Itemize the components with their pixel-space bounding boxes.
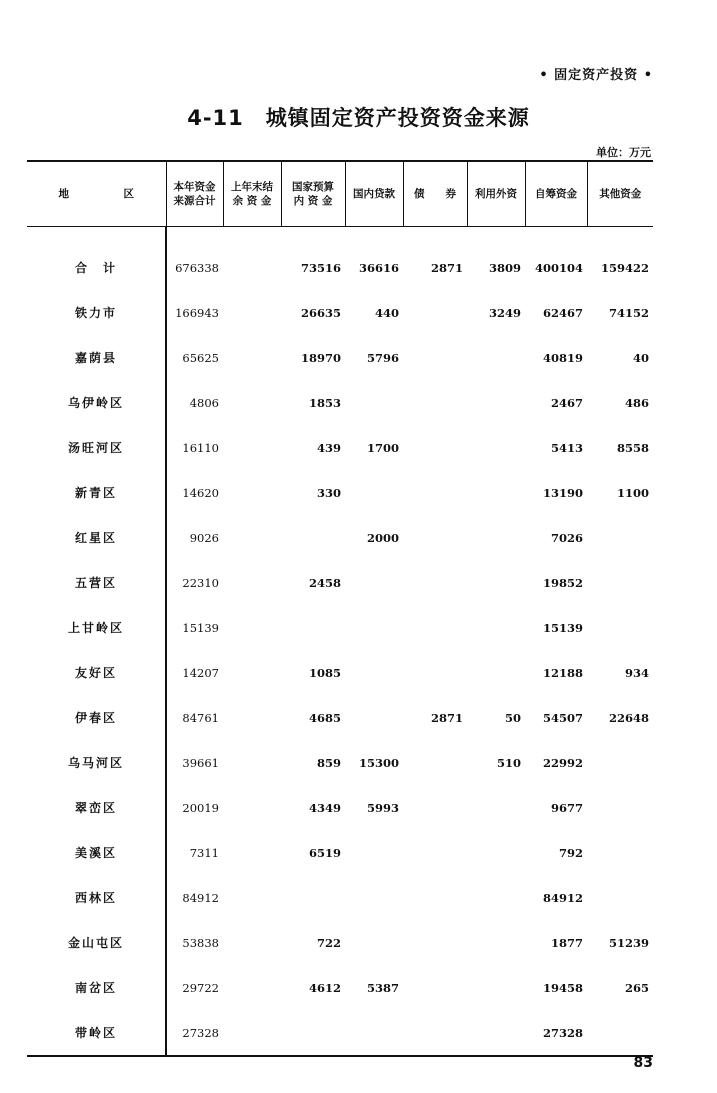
cell-domestic-loans: 15300 — [358, 755, 399, 770]
table-row — [27, 830, 653, 875]
cell-bonds — [403, 965, 467, 1010]
cell-total: 15139 — [182, 620, 219, 635]
cell-carryover — [223, 290, 281, 335]
region-name: 合 计 — [27, 227, 166, 291]
region-name: 翠峦区 — [27, 785, 166, 830]
cell-domestic-loans — [345, 875, 403, 920]
table-row — [27, 920, 653, 965]
region-name: 金山屯区 — [27, 920, 166, 965]
cell-carryover — [223, 227, 281, 291]
column-header-other: 其他资金 — [587, 161, 653, 227]
region-name: 乌伊岭区 — [27, 380, 166, 425]
table-row — [27, 650, 653, 695]
cell-carryover — [223, 560, 281, 605]
cell-self-raised: 792 — [558, 845, 583, 860]
cell-carryover — [223, 740, 281, 785]
column-header-bonds: 债 券 — [403, 161, 467, 227]
cell-self-raised: 54507 — [542, 710, 583, 725]
region-name: 友好区 — [27, 650, 166, 695]
cell-foreign — [467, 470, 525, 515]
cell-foreign — [467, 425, 525, 470]
cell-bonds — [403, 785, 467, 830]
region-name: 汤旺河区 — [27, 425, 166, 470]
column-header-foreign: 利用外资 — [467, 161, 525, 227]
table-row — [27, 695, 653, 740]
cell-bonds — [403, 650, 467, 695]
cell-foreign — [467, 830, 525, 875]
cell-other: 159422 — [600, 260, 649, 275]
cell-state-budget: 4612 — [308, 980, 341, 995]
cell-bonds — [403, 515, 467, 560]
table-row — [27, 290, 653, 335]
cell-carryover — [223, 965, 281, 1010]
cell-foreign: 510 — [496, 755, 521, 770]
region-name: 新青区 — [27, 470, 166, 515]
table-number: 4-11 — [187, 106, 244, 130]
cell-foreign — [467, 965, 525, 1010]
cell-self-raised: 2467 — [550, 395, 583, 410]
cell-foreign — [467, 785, 525, 830]
page-number: 83 — [633, 1055, 653, 1071]
cell-other — [587, 875, 653, 920]
cell-state-budget: 18970 — [300, 350, 341, 365]
cell-carryover — [223, 875, 281, 920]
region-name: 上甘岭区 — [27, 605, 166, 650]
cell-total: 676338 — [175, 260, 219, 275]
cell-carryover — [223, 425, 281, 470]
cell-total: 65625 — [182, 350, 219, 365]
cell-total: 9026 — [189, 530, 219, 545]
cell-state-budget: 4685 — [308, 710, 341, 725]
cell-bonds — [403, 1010, 467, 1056]
cell-state-budget: 4349 — [308, 800, 341, 815]
cell-carryover — [223, 380, 281, 425]
cell-domestic-loans: 5993 — [366, 800, 399, 815]
cell-other — [587, 560, 653, 605]
cell-self-raised: 15139 — [542, 620, 583, 635]
cell-other: 486 — [624, 395, 649, 410]
cell-self-raised: 9677 — [550, 800, 583, 815]
table-row — [27, 740, 653, 785]
table-row — [27, 1010, 653, 1056]
table-row — [27, 470, 653, 515]
cell-self-raised: 40819 — [542, 350, 583, 365]
cell-bonds — [403, 425, 467, 470]
region-name: 美溪区 — [27, 830, 166, 875]
cell-state-budget: 1853 — [308, 395, 341, 410]
cell-domestic-loans — [345, 605, 403, 650]
column-header-domestic-loans: 国内贷款 — [345, 161, 403, 227]
cell-carryover — [223, 695, 281, 740]
cell-total: 20019 — [182, 800, 219, 815]
region-name: 南岔区 — [27, 965, 166, 1010]
cell-domestic-loans — [345, 920, 403, 965]
cell-total: 84761 — [182, 710, 219, 725]
cell-bonds: 2871 — [430, 260, 463, 275]
cell-bonds — [403, 290, 467, 335]
cell-domestic-loans — [345, 560, 403, 605]
cell-other — [587, 515, 653, 560]
cell-other — [587, 830, 653, 875]
cell-bonds — [403, 470, 467, 515]
cell-domestic-loans: 2000 — [366, 530, 399, 545]
column-header-self-raised: 自筹资金 — [525, 161, 587, 227]
cell-total: 14620 — [182, 485, 219, 500]
cell-total: 14207 — [182, 665, 219, 680]
cell-other: 74152 — [608, 305, 649, 320]
cell-bonds — [403, 560, 467, 605]
region-name: 乌马河区 — [27, 740, 166, 785]
cell-state-budget — [281, 1010, 345, 1056]
cell-bonds — [403, 875, 467, 920]
cell-state-budget: 439 — [316, 440, 341, 455]
cell-self-raised: 5413 — [550, 440, 583, 455]
cell-foreign: 3809 — [488, 260, 521, 275]
cell-total: 16110 — [182, 440, 219, 455]
table-row — [27, 515, 653, 560]
cell-bonds: 2871 — [430, 710, 463, 725]
cell-other: 40 — [632, 350, 649, 365]
table-row — [27, 785, 653, 830]
table-row — [27, 875, 653, 920]
cell-total: 39661 — [182, 755, 219, 770]
cell-state-budget — [281, 605, 345, 650]
cell-total: 4806 — [189, 395, 219, 410]
cell-domestic-loans: 36616 — [358, 260, 399, 275]
region-name: 伊春区 — [27, 695, 166, 740]
cell-foreign — [467, 380, 525, 425]
cell-domestic-loans — [345, 380, 403, 425]
cell-state-budget: 2458 — [308, 575, 341, 590]
region-name: 铁力市 — [27, 290, 166, 335]
table-title — [0, 102, 717, 132]
cell-foreign — [467, 1010, 525, 1056]
cell-carryover — [223, 920, 281, 965]
running-header: • 固定资产投资 • — [539, 68, 653, 83]
cell-carryover — [223, 470, 281, 515]
cell-self-raised: 19852 — [542, 575, 583, 590]
cell-domestic-loans: 5796 — [366, 350, 399, 365]
cell-other: 8558 — [616, 440, 649, 455]
cell-state-budget: 1085 — [308, 665, 341, 680]
cell-bonds — [403, 740, 467, 785]
cell-domestic-loans — [345, 650, 403, 695]
cell-foreign: 50 — [504, 710, 521, 725]
cell-state-budget — [281, 875, 345, 920]
cell-other: 51239 — [608, 935, 649, 950]
cell-carryover — [223, 830, 281, 875]
cell-carryover — [223, 605, 281, 650]
cell-foreign — [467, 560, 525, 605]
cell-bonds — [403, 335, 467, 380]
column-header-total: 本年资金 来源合计 — [166, 161, 223, 227]
cell-domestic-loans: 5387 — [366, 980, 399, 995]
cell-total: 166943 — [175, 305, 219, 320]
cell-domestic-loans — [345, 1010, 403, 1056]
region-name: 红星区 — [27, 515, 166, 560]
cell-total: 84912 — [182, 890, 219, 905]
cell-foreign — [467, 920, 525, 965]
cell-carryover — [223, 515, 281, 560]
cell-self-raised: 22992 — [542, 755, 583, 770]
cell-total: 53838 — [182, 935, 219, 950]
funding-sources-table — [27, 160, 653, 1057]
cell-foreign — [467, 650, 525, 695]
cell-domestic-loans: 1700 — [366, 440, 399, 455]
cell-domestic-loans — [345, 695, 403, 740]
cell-other — [587, 605, 653, 650]
cell-self-raised: 13190 — [542, 485, 583, 500]
cell-foreign: 3249 — [488, 305, 521, 320]
cell-state-budget: 330 — [316, 485, 341, 500]
cell-domestic-loans — [345, 830, 403, 875]
cell-state-budget: 6519 — [308, 845, 341, 860]
cell-self-raised: 400104 — [534, 260, 583, 275]
cell-total: 29722 — [182, 980, 219, 995]
cell-self-raised: 27328 — [525, 1010, 587, 1056]
cell-other — [587, 1010, 653, 1056]
cell-foreign — [467, 875, 525, 920]
table-row — [27, 227, 653, 291]
column-header-carryover: 上年末结 余 资 金 — [223, 161, 281, 227]
cell-state-budget — [281, 515, 345, 560]
region-name: 西林区 — [27, 875, 166, 920]
cell-carryover — [223, 785, 281, 830]
unit-label: 单位：万元 — [596, 146, 651, 159]
cell-other: 22648 — [608, 710, 649, 725]
table-title-text: 城镇固定资产投资资金来源 — [265, 106, 530, 130]
column-header-region: 地 区 — [27, 161, 166, 227]
cell-bonds — [403, 380, 467, 425]
cell-self-raised: 7026 — [550, 530, 583, 545]
cell-bonds — [403, 830, 467, 875]
table-row — [27, 425, 653, 470]
table-header-row — [27, 161, 653, 227]
region-name: 嘉荫县 — [27, 335, 166, 380]
region-name: 五营区 — [27, 560, 166, 605]
region-name: 带岭区 — [27, 1010, 166, 1056]
table-row — [27, 560, 653, 605]
column-header-state-budget: 国家预算 内 资 金 — [281, 161, 345, 227]
cell-state-budget: 73516 — [300, 260, 341, 275]
cell-other — [587, 785, 653, 830]
table-row — [27, 335, 653, 380]
cell-state-budget: 26635 — [300, 305, 341, 320]
cell-self-raised: 12188 — [542, 665, 583, 680]
cell-foreign — [467, 335, 525, 380]
cell-self-raised: 84912 — [542, 890, 583, 905]
cell-other: 934 — [624, 665, 649, 680]
cell-other: 265 — [624, 980, 649, 995]
cell-other — [587, 740, 653, 785]
cell-self-raised: 1877 — [550, 935, 583, 950]
table-row — [27, 965, 653, 1010]
cell-total: 27328 — [166, 1010, 223, 1056]
cell-self-raised: 62467 — [542, 305, 583, 320]
cell-foreign — [467, 515, 525, 560]
table-row — [27, 605, 653, 650]
cell-foreign — [467, 605, 525, 650]
cell-carryover — [223, 335, 281, 380]
cell-total: 7311 — [189, 845, 219, 860]
cell-self-raised: 19458 — [542, 980, 583, 995]
table-row — [27, 380, 653, 425]
cell-state-budget: 859 — [316, 755, 341, 770]
cell-bonds — [403, 920, 467, 965]
cell-domestic-loans — [345, 470, 403, 515]
cell-bonds — [403, 605, 467, 650]
cell-carryover — [223, 1010, 281, 1056]
cell-domestic-loans: 440 — [374, 305, 399, 320]
cell-state-budget: 722 — [316, 935, 341, 950]
cell-other: 1100 — [616, 485, 649, 500]
cell-carryover — [223, 650, 281, 695]
table-body — [27, 227, 653, 1057]
cell-total: 22310 — [182, 575, 219, 590]
